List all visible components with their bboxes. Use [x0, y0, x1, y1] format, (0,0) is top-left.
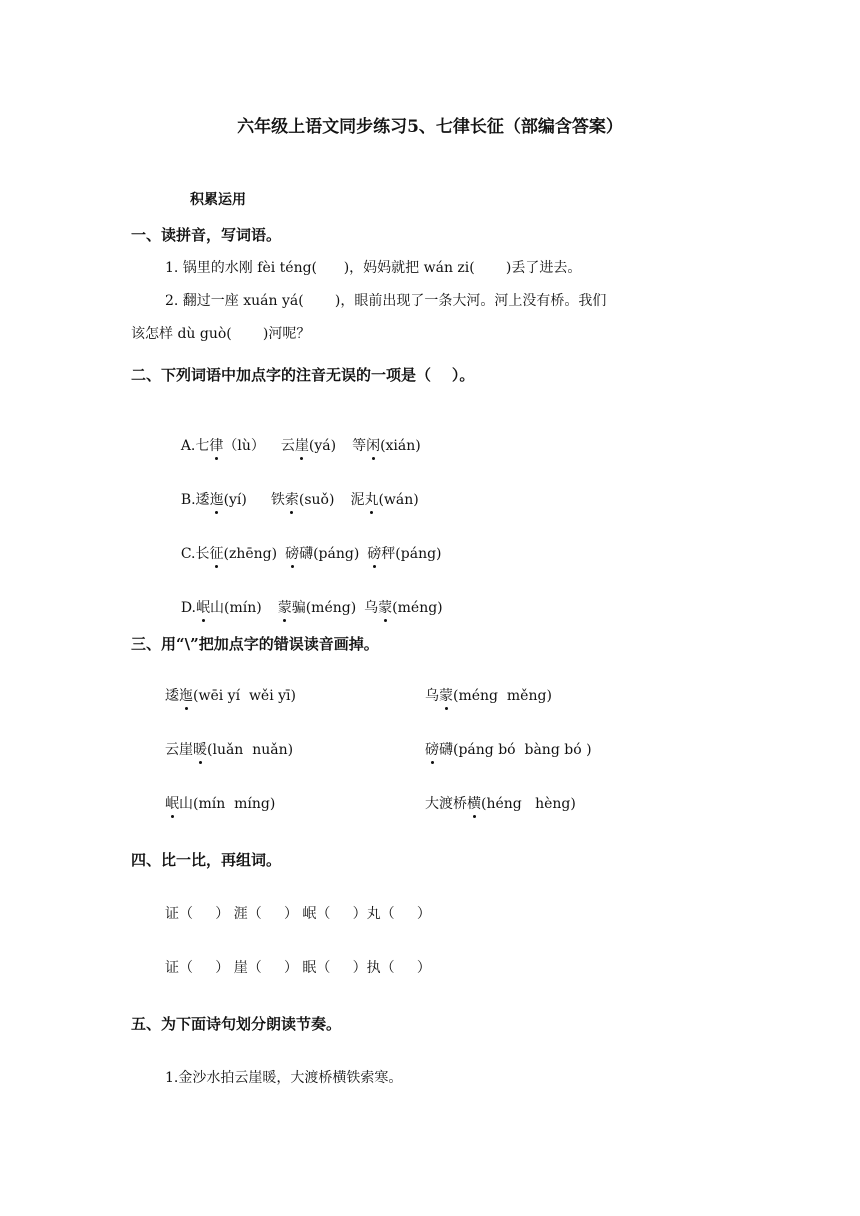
- section-5-heading: 五、为下面诗句划分朗读节奏。: [131, 1015, 342, 1033]
- option-item: 等闲(xián): [352, 438, 421, 454]
- dotted-char: 磅: [285, 546, 300, 562]
- dotted-char: 闲: [366, 438, 381, 454]
- dotted-char: 岷: [165, 796, 179, 812]
- pronunciation-item: 逶迤(wēi yí wěi yī): [165, 688, 296, 704]
- dotted-char: 蒙: [277, 600, 292, 616]
- option-item: B.逶迤(yí): [180, 492, 247, 508]
- option-item: 蒙骗(méng): [277, 600, 357, 616]
- dotted-char: 岷: [196, 600, 210, 616]
- dotted-char: 暖: [193, 742, 207, 758]
- word-compare-line-1: 证（ ） 涯（ ） 岷（ ）丸（ ）: [165, 906, 431, 922]
- dotted-char: 崖: [294, 438, 309, 454]
- dotted-char: 磅: [367, 546, 382, 562]
- dotted-char: 索: [284, 492, 299, 508]
- option-item: 乌蒙(méng): [364, 600, 443, 616]
- section-1-heading: 一、读拼音，写词语。: [131, 226, 282, 244]
- option-a: [163, 416, 421, 476]
- poem-line-1: 1.金沙水拍云崖暖，大渡桥横铁索寒。: [165, 1070, 403, 1086]
- word-compare-line-2: 证（ ） 崖（ ） 眠（ ）执（ ）: [165, 960, 431, 976]
- dotted-char: 丸: [364, 492, 379, 508]
- option-item: D.岷山(mín): [180, 600, 262, 616]
- option-item: 铁索(suǒ): [270, 492, 335, 508]
- option-b: [163, 470, 419, 530]
- dotted-char: 蒙: [439, 688, 453, 704]
- option-item: A.七律（lù）: [180, 438, 265, 454]
- dotted-char: 迤: [179, 688, 193, 704]
- dotted-char: 蒙: [378, 600, 393, 616]
- dotted-char: 横: [467, 796, 481, 812]
- section-4-heading: 四、比一比，再组词。: [131, 851, 282, 869]
- option-item: C.长征(zhēng): [180, 546, 278, 562]
- pronunciation-item: 乌蒙(méng měng): [425, 688, 552, 704]
- section-1-line-3: 该怎样 dù guò( )河呢？: [131, 326, 311, 342]
- pronunciation-item: 岷山(mín míng): [165, 796, 276, 812]
- dotted-char: 律: [209, 438, 224, 454]
- option-item: 磅秤(páng): [367, 546, 442, 562]
- section-1-line-1: 1. 锅里的水刚 fèi téng( )，妈妈就把 wán zi( )丢了进去。: [165, 260, 582, 276]
- dotted-char: 磅: [425, 742, 439, 758]
- option-item: 云崖(yá): [280, 438, 337, 454]
- pronunciation-item: 磅礴(páng bó bàng bó ): [425, 742, 592, 758]
- dotted-char: 迤: [209, 492, 224, 508]
- dotted-char: 征: [209, 546, 224, 562]
- option-c: [163, 524, 442, 584]
- pronunciation-item: 云崖暖(luǎn nuǎn): [165, 742, 294, 758]
- section-3-heading: 三、用“\”把加点字的错误读音画掉。: [131, 635, 379, 653]
- document-title: 六年级上语文同步练习5、七律长征（部编含答案）: [237, 117, 623, 137]
- section-1-line-2: 2. 翻过一座 xuán yá( )，眼前出现了一条大河。河上没有桥。我们: [165, 293, 607, 309]
- pronunciation-item: 大渡桥横(héng hèng): [425, 796, 576, 812]
- section-subtitle: 积累运用: [190, 192, 246, 208]
- section-2-heading: 二、下列词语中加点字的注音无误的一项是（ ）。: [131, 366, 475, 384]
- option-item: 磅礴(páng): [285, 546, 360, 562]
- option-d: [163, 578, 443, 638]
- option-item: 泥丸(wán): [350, 492, 419, 508]
